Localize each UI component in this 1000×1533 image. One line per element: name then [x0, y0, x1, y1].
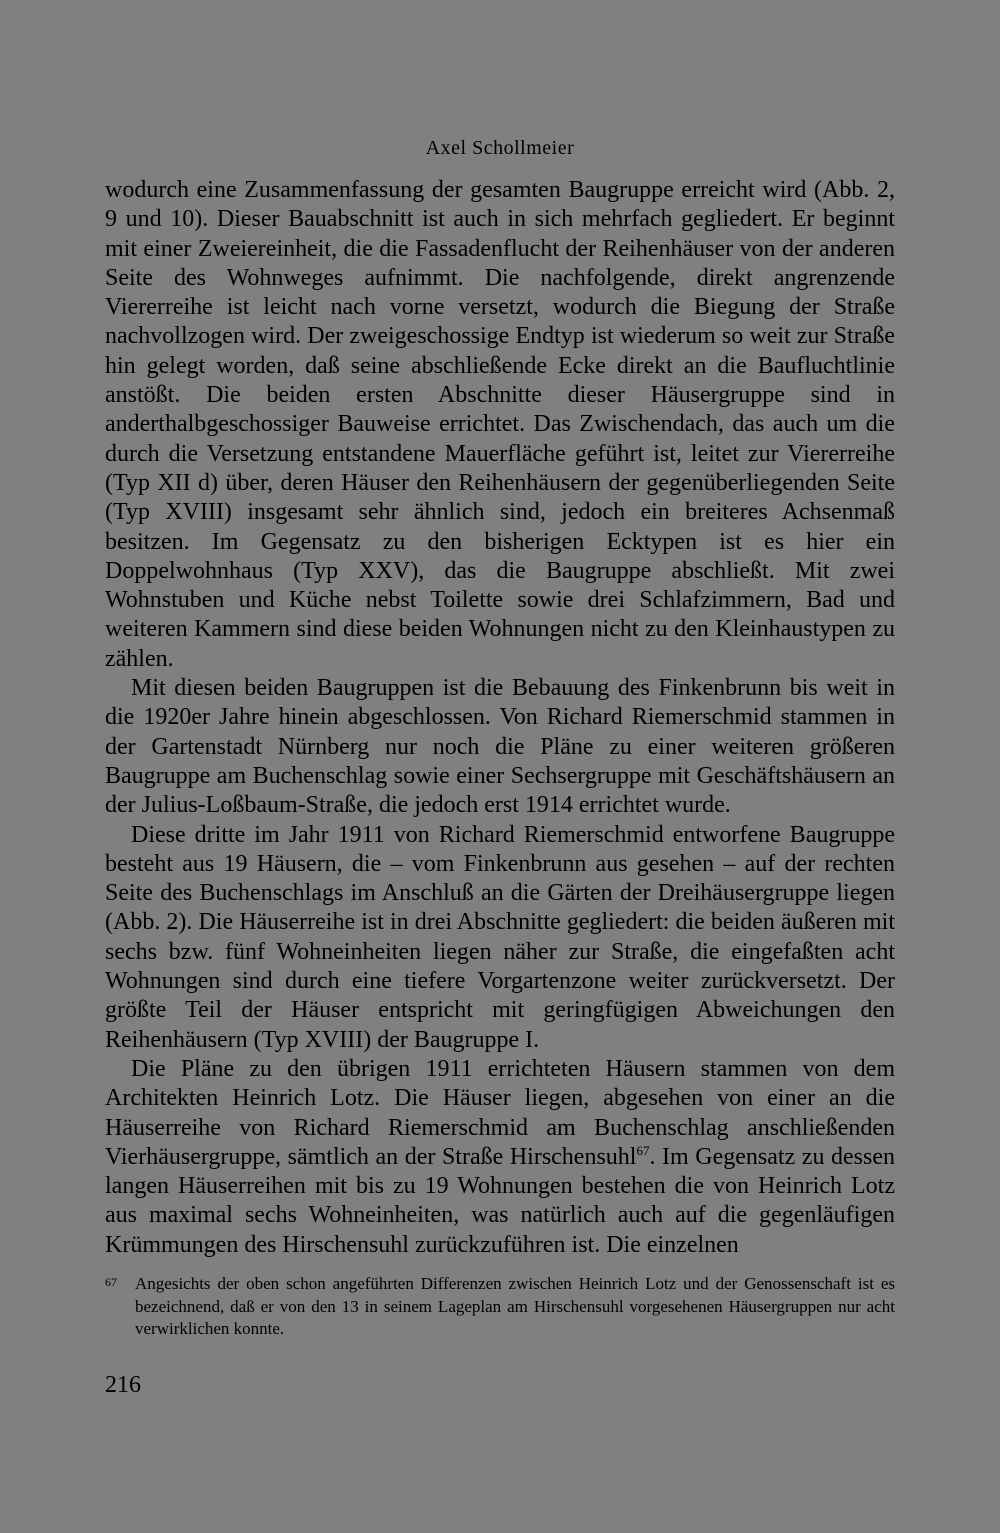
- footnote-mark: 67: [105, 1275, 117, 1289]
- paragraph-text: . Im Gegensatz zu dessen langen Häuserreihen mit bis zu 19 Wohnungen bestehen die von Heinrich Lotz aus maximal sechs Wohneinheiten, was natürlich auch auf die gegenläufigen Krümmungen des Hirschensuhl zurückzuführen ist. Die einzelnen: [105, 1143, 895, 1258]
- paragraph: Mit diesen beiden Baugruppen ist die Bebauung des Finkenbrunn bis weit in die 1920er Jahre hinein abgeschlossen. Von Richard Riemerschmid stammen in der Gartenstadt Nürnberg nur noch die Pläne zu einer weiteren größeren Baugruppe am Buchenschlag sowie einer Sechsergruppe mit Geschäftshäusern an der Julius-Loßbaum-Straße, die jedoch erst 1914 errichtet wurde.: [105, 675, 895, 819]
- paragraph: Diese dritte im Jahr 1911 von Richard Riemerschmid entworfene Baugruppe besteht aus 19 Häusern, die – vom Finkenbrunn aus gesehen – auf der rechten Seite des Buchenschlags im Anschluß an die Gärten der Dreihäusergruppe liegen (Abb. 2). Die Häuserreihe ist in drei Abschnitte gegliedert: die beiden äußeren mit sechs bzw. fünf Wohneinheiten liegen näher zur Straße, die eingefaßten acht Wohnungen sind durch eine tiefere Vorgartenzone weiter zurückversetzt. Der größte Teil der Häuser entspricht mit geringfügigen Abweichungen den Reihenhäusern (Typ XVIII) der Baugruppe I.: [105, 821, 895, 1053]
- paragraph: wodurch eine Zusammenfassung der gesamten Baugruppe erreicht wird (Abb. 2, 9 und 10). Dieser Bauabschnitt ist auch in sich mehrfach gegliedert. Er beginnt mit einer Zweiereinheit, die die Fassadenflucht der Reihenhäuser von der anderen Seite des Wohnweges aufnimmt. Die nachfolgende, direkt angrenzende Viererreihe ist leicht nach vorne versetzt, wodurch die Biegung der Straße nachvollzogen wird. Der zweigeschossige Endtyp ist wiederum so weit zur Straße hin gelegt worden, daß seine abschließende Ecke direkt an die Baufluchtlinie anstößt. Die beiden ersten Abschnitte dieser Häusergruppe sind in anderthalbgeschossiger Bauweise errichtet. Das Zwischendach, das auch um die durch die Versetzung entstandene Mauerfläche geführt ist, leitet zur Viererreihe (Typ XII d) über, deren Häuser den Reihenhäusern der gegenüberliegenden Seite (Typ XVIII) insgesamt sehr ähnlich sind, jedoch ein breiteres Achsenmaß besitzen. Im Gegensatz zu den bisherigen Ecktypen ist es hier ein Doppelwohnhaus (Typ XXV), das die Baugruppe abschließt. Mit zwei Wohnstuben und Küche nebst Toilette sowie drei Schlafzimmern, Bad und weiteren Kammern sind diese beiden Wohnungen nicht zu den Kleinhaustypen zu zählen.: [105, 177, 895, 672]
- running-head: Axel Schollmeier: [425, 137, 575, 159]
- footnote-text: Angesichts der oben schon angeführten Differenzen zwischen Heinrich Lotz und der Genossenschaft ist es bezeichnend, daß er von den 13 in seinem Lageplan am Hirschensuhl vorgesehenen Häusergruppen nur acht verwirklichen konnte.: [135, 1274, 895, 1338]
- paragraph-text: Die Pläne zu den übrigen 1911 errichteten Häusern stammen von dem Architekten Heinrich Lotz. Die Häuser liegen, abgesehen von einer an die Häuserreihe von Richard Riemerschmid am Buchenschlag anschließenden Vierhäusergruppe, sämtlich an der Straße Hirschensuhl: [105, 1055, 895, 1170]
- body-text: [105, 176, 895, 1260]
- page-number: 216: [105, 1372, 141, 1398]
- footnote-reference[interactable]: 67: [636, 1142, 650, 1158]
- paragraph: [105, 1055, 895, 1260]
- footnote: [105, 1273, 895, 1341]
